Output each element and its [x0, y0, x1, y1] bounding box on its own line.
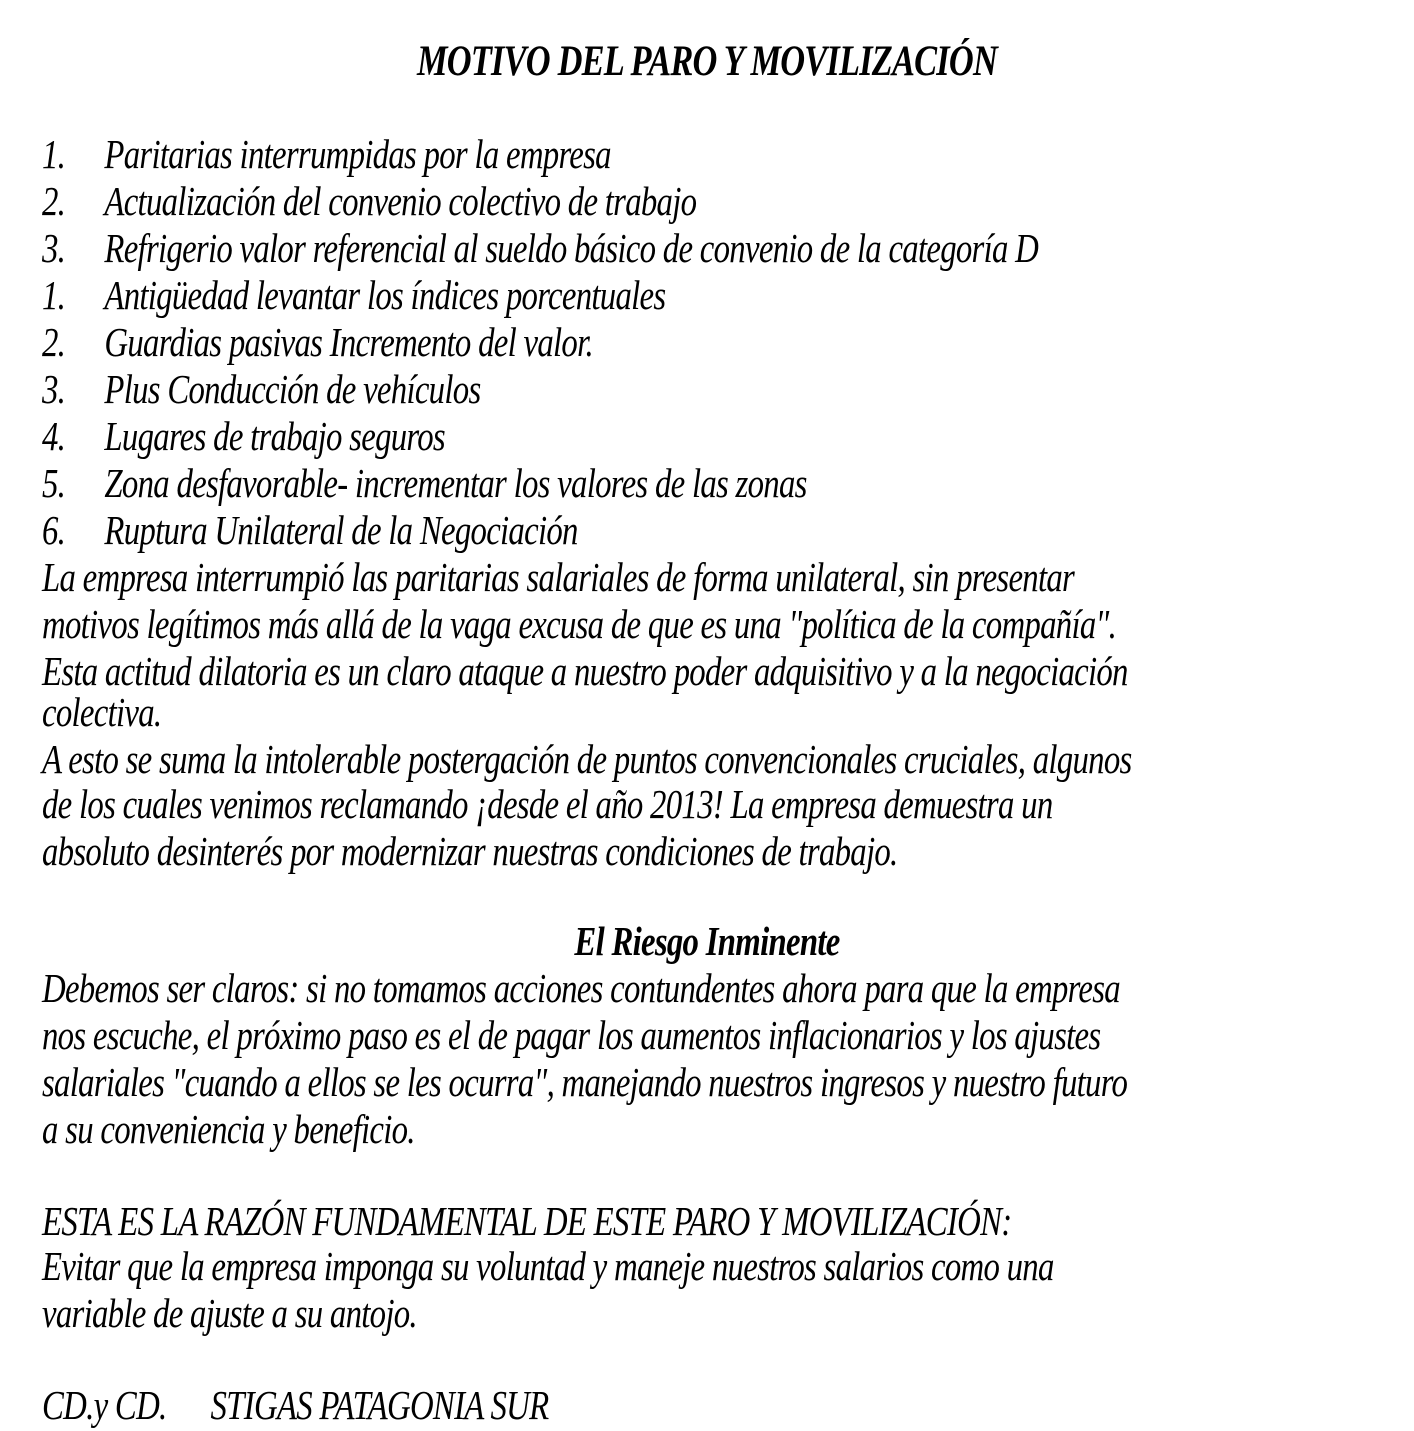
list-item-number: 5. — [42, 460, 66, 506]
list-item — [42, 413, 445, 459]
paragraph-line: variable de ajuste a su antojo. — [42, 1290, 417, 1336]
signature — [42, 1382, 548, 1428]
paragraph-line: A esto se suma la intolerable postergación de puntos convencionales cruciales, algunos — [42, 736, 1132, 782]
conclusion-heading: ESTA ES LA RAZÓN FUNDAMENTAL DE ESTE PARO Y MOVILIZACIÓN: — [42, 1198, 1012, 1244]
list-item — [42, 225, 1038, 271]
list-item-text: Ruptura Unilateral de la Negociación — [104, 507, 578, 553]
document-title: MOTIVO DEL PARO Y MOVILIZACIÓN — [416, 38, 997, 85]
list-item-text: Paritarias interrumpidas por la empresa — [104, 131, 611, 177]
list-item-number: 3. — [42, 225, 66, 271]
list-item — [42, 460, 807, 506]
list-item-number: 3. — [42, 366, 66, 412]
paragraph-line: Evitar que la empresa imponga su voluntad y maneje nuestros salarios como una — [42, 1243, 1054, 1289]
signature-org: STIGAS PATAGONIA SUR — [210, 1382, 549, 1428]
paragraph-line: colectiva. — [42, 689, 162, 735]
paragraph-line: La empresa interrumpió las paritarias salariales de forma unilateral, sin presentar — [42, 554, 1075, 600]
list-item-text: Zona desfavorable- incrementar los valores de las zonas — [104, 460, 807, 506]
list-item — [42, 366, 480, 412]
paragraph-line: absoluto desinterés por modernizar nuestras condiciones de trabajo. — [42, 828, 898, 874]
paragraph-line: Esta actitud dilatoria es un claro ataque a nuestro poder adquisitivo y a la negociación — [42, 648, 1128, 694]
list-item — [42, 272, 665, 318]
list-item-number: 2. — [42, 319, 66, 365]
paragraph-line: salariales "cuando a ellos se les ocurra", manejando nuestros ingresos y nuestro futuro — [42, 1059, 1128, 1105]
list-item-text: Plus Conducción de vehículos — [104, 366, 481, 412]
list-item-text: Refrigerio valor referencial al sueldo básico de convenio de la categoría D — [104, 225, 1039, 271]
signature-left: CD.y CD. — [42, 1382, 167, 1428]
list-item — [42, 319, 593, 365]
paragraph-line: Debemos ser claros: si no tomamos acciones contundentes ahora para que la empresa — [42, 965, 1120, 1011]
list-item-text: Actualización del convenio colectivo de trabajo — [104, 178, 697, 224]
list-item-text: Antigüedad levantar los índices porcentuales — [104, 272, 666, 318]
list-item — [42, 178, 696, 224]
list-item-text: Lugares de trabajo seguros — [104, 413, 445, 459]
list-item-number: 4. — [42, 413, 66, 459]
paragraph-line: nos escuche, el próximo paso es el de pagar los aumentos inflacionarios y los ajustes — [42, 1012, 1101, 1058]
list-item — [42, 131, 611, 177]
list-item-number: 1. — [42, 131, 66, 177]
section-heading: El Riesgo Inminente — [574, 918, 840, 964]
paragraph-line: motivos legítimos más allá de la vaga excusa de que es una "política de la compañía". — [42, 601, 1117, 647]
paragraph-line: a su conveniencia y beneficio. — [42, 1106, 415, 1152]
list-item-text: Guardias pasivas Incremento del valor. — [104, 319, 593, 365]
paragraph-line: de los cuales venimos reclamando ¡desde el año 2013! La empresa demuestra un — [42, 781, 1053, 827]
list-item-number: 6. — [42, 507, 66, 553]
list-item — [42, 507, 578, 553]
list-item-number: 1. — [42, 272, 66, 318]
list-item-number: 2. — [42, 178, 66, 224]
